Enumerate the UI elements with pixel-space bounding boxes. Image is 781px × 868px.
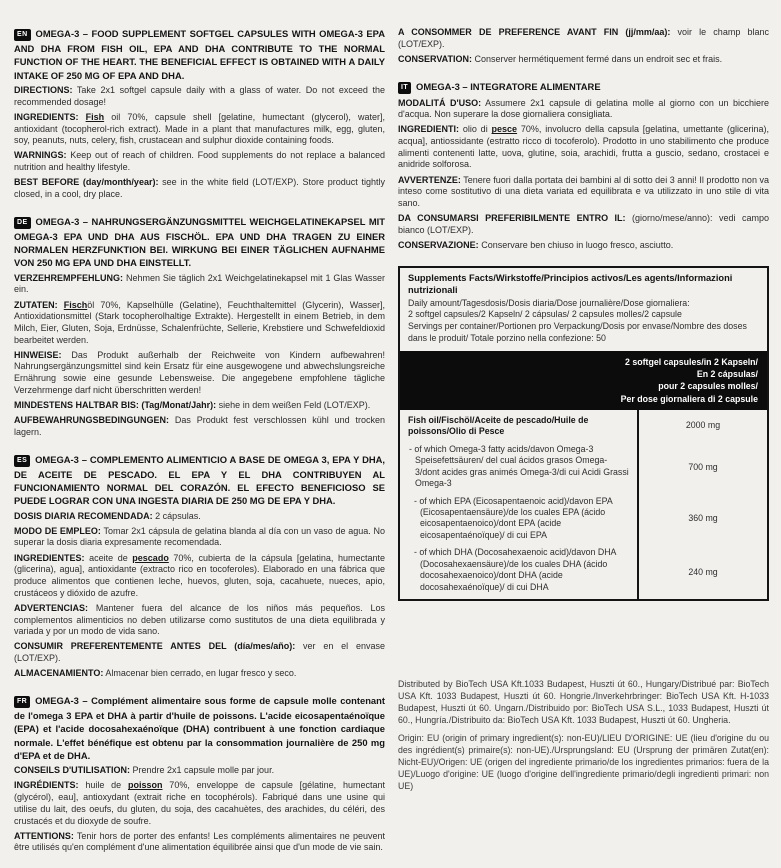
para-label: VERZEHREMPFEHLUNG: (14, 272, 124, 283)
table-row-dha (400, 544, 767, 599)
para-hinweise (14, 350, 385, 397)
para-label: CONSUMIR PREFERENTEMENTE ANTES DEL (día/mes/año): (14, 641, 296, 652)
section-fr-heading (14, 694, 385, 762)
heading-text: OMEGA-3 – FOOD SUPPLEMENT SOFTGEL CAPSULES WITH OMEGA-3 EPA AND DHA FROM FISH OIL, EPA AND DHA CONTRIBUTE TO THE NORMAL FUNCTION OF THE HEART. THE BENEFICIAL EFFECT IS OBTAINED WITH A DAILY INTAKE OF 250 MG OF EPA AND DHA. (14, 28, 385, 81)
row-amount: 2000 mg (637, 410, 767, 441)
origin-info: Origin: EU (origin of primary ingredient(s): non-EU)/LIEU D'ORIGINE: UE (lieu d'origine du ou des ingrédient(s) primaire(s): non-UE)./Ursprungsland: EU (Ursprung der primären Zutat(en): Nicht-EU)/Origen: UE (origen del ingrediente primario/de los ingredientes primarios: fuera de la UE)/Luogo d'origine: UE (luogo d'origine dell'ingrediente primario/degli ingredienti primari: non UE) (398, 733, 769, 791)
facts-rows (400, 410, 767, 599)
left-column (14, 27, 385, 868)
band-line: pour 2 capsules molles/ (658, 381, 758, 392)
heading-text: OMEGA-3 – Complément alimentaire sous forme de capsule molle contenant de l'omega 3 EPA et DHA à partir d'huile de poissons. L'acide eicosapentaénoïque (EPA) et l'acide docosahexaénoïque (DHA) contribuent à une fonction cardiaque normale. L'effet bénéfique est obtenu par la consommation journalière de 250 mg d'EPA et de DHA. (14, 694, 385, 761)
para-label: DIRECTIONS: (14, 84, 73, 95)
emphasized-word: pescado (132, 552, 169, 563)
para-avvertenze (398, 175, 769, 210)
para-ingredientes (14, 553, 385, 600)
para-label: CONSEILS D'UTILISATION: (14, 765, 130, 776)
emphasized-word: poisson (127, 780, 163, 791)
distributor-info: Distributed by BioTech USA Kft.1033 Budapest, Huszti út 60., Hungary/Distribué par: BioTech USA Kft. 1033 Budapest, Huszti út 60. Hongrie./Inverkehrbringer: BioTech USA Kft. H-1033 Budapest, Huszti út 60. Ungarn./Distribuido por: BioTech USA S.L., 1033 Budapest, Huszti út 60., Hungría./Distribuito da: BioTech USA Kft. 1033 Budapest, Huszti út 60. Ungheria. (398, 678, 769, 725)
supplement-facts-table (398, 266, 769, 601)
para-verzehrempfehlung (14, 273, 385, 296)
para-warnings (14, 150, 385, 173)
para-label: CONSERVAZIONE: (398, 240, 479, 251)
para-label: BEST BEFORE (day/month/year): (14, 177, 159, 188)
para-text: 2 cápsulas. (152, 510, 201, 521)
para-text (79, 112, 86, 122)
para-label: MODO DE EMPLEO: (14, 525, 101, 536)
para-label: ALMACENAMIENTO: (14, 668, 104, 679)
para-text: Conserver hermétiquement fermé dans un endroit sec et frais. (472, 53, 723, 64)
table-row-fish-oil (400, 410, 767, 441)
para-text: öl 70%, Kapselhülle (Gelatine), Feuchthaltemittel (Glycerin), Wasser], Antioxidationsmittel (Stark tocopherolhaltige Extrakte). Hergestellt in einem Betrieb, in dem Milch, Eier, Gluten, Soja, Erdnüsse, Schalenfrüchte, Sellerie, Krebstiere und Schwefeldioxid bearbeitet werden. (14, 299, 385, 345)
section-fr-continued (398, 27, 769, 66)
row-name: - of which Omega-3 fatty acids/davon Omega-3 Speisefettsäuren/ del cual ácidos grasos Omega-3/dont acides gras animés Omega-3/di cui Acidi Grassi Omega-3 (409, 443, 629, 489)
lang-badge-fr: FR (14, 696, 30, 708)
para-text: Almacenar bien cerrado, en lugar fresco y seco. (103, 668, 297, 679)
para-text: (giorno/mese/anno): vedi campo bianco (LOT/EXP). (398, 213, 769, 235)
band-line: 2 softgel capsules/in 2 Kapseln/ (625, 356, 758, 367)
para-text: Tomar 2x1 cápsula de gelatina blanda al día con un vaso de agua. No superar la dosis diaria expresamente recomendada. (14, 525, 385, 548)
para-label: ZUTATEN: (14, 299, 58, 310)
para-text: 70%, cubierta de la cápsula [gelatina, humectante (glicerina), agua], antioxidante (extracto rico en tocoferoles). Elaborado en una fábrica que produce alimentos que contienen leche, huevos, gluten, soja, cacahuete, nueces, apio, crustáceos y dióxido de azufre. (14, 552, 386, 598)
para-ingredients-fr (14, 780, 385, 827)
para-text: Das Produkt außerhalb der Reichweite von Kindern aufbewahren! Nahrungsergänzungsmittel sind kein Ersatz für eine ausgewogene und abwechslungsreiche Ernährung sowie eine gesunde Lebensweise. Die angegebene empfohlene tägliche Verzehrmenge darf nicht überschritten werden! (14, 349, 385, 395)
para-dosis-diaria (14, 511, 385, 523)
section-es (14, 453, 385, 680)
para-label: INGRÉDIENTS: (14, 780, 79, 791)
para-a-consommer (398, 27, 769, 50)
para-conservazione (398, 240, 769, 252)
lang-badge-it: IT (398, 82, 411, 94)
para-label: MODALITÁ D'USO: (398, 97, 482, 108)
para-label: INGREDIENTS: (14, 111, 79, 122)
band-line: En 2 cápsulas/ (696, 369, 758, 380)
lang-badge-es: ES (14, 455, 30, 467)
para-text: Assumere 2x1 capsule di gelatina molle al giorno con un bicchiere d'acqua. Non superare la dose giornaliera consigliata. (398, 97, 769, 120)
footer (398, 679, 769, 793)
lang-badge-de: DE (14, 217, 31, 229)
para-label: ATTENTIONS: (14, 830, 74, 841)
section-de (14, 215, 385, 439)
para-zutaten (14, 300, 385, 347)
table-row-epa (400, 493, 767, 545)
facts-daily-label: Daily amount/Tagesdosis/Dosis diaria/Dose journalière/Dose giornaliera: (408, 297, 690, 308)
para-label: DOSIS DIARIA RECOMENDADA: (14, 510, 153, 521)
para-label: HINWEISE: (14, 349, 62, 360)
para-text: Prendre 2x1 capsule molle par jour. (129, 765, 275, 776)
para-text: siehe in dem weißen Feld (LOT/EXP). (216, 400, 371, 410)
row-amount: 700 mg (637, 441, 767, 493)
para-label: INGREDIENTES: (14, 552, 85, 563)
para-text: see in the white field (LOT/EXP). Store product tightly closed, in a cool, dry place. (14, 177, 385, 199)
para-ingredients (14, 112, 385, 147)
para-label: AUFBEWAHRUNGSBEDINGUNGEN: (14, 415, 169, 426)
para-text: Tenere fuori dalla portata dei bambini al di sotto dei 3 anni! Il prodotto non va inteso come sostitutivo di una dieta variata ed equilibrata e va utilizzato in uno stile di vita sano. (398, 174, 769, 208)
para-almacenamiento (14, 668, 385, 680)
para-text: Take 2x1 softgel capsule daily with a glass of water. Do not exceed the recommended dosage! (14, 84, 385, 107)
para-label: DA CONSUMARSI PREFERIBILMENTE ENTRO IL: (398, 213, 626, 224)
section-it (398, 80, 769, 252)
para-text: Tenir hors de porter des enfants! Les compléments alimentaires ne peuvent être utilisés qu'en complément d'une alimentation équilibrée ainsi que d'un mode de vie sain. (14, 830, 385, 853)
heading-text: OMEGA-3 – COMPLEMENTO ALIMENTICIO A BASE DE OMEGA 3, EPA Y DHA, DE ACEITE DE PESCADO. EL EPA Y EL DHA CONTRIBUYEN AL FUNCIONAMIENTO NORMAL DEL CORAZÓN. EL EFECTO BENEFICIOSO SE PUEDE LOGRAR CON UNA INGESTA DIARIA DE 250 MG DE EPA Y DHA. (14, 453, 385, 507)
para-best-before (14, 177, 385, 200)
section-fr (14, 694, 385, 854)
section-en (14, 27, 385, 201)
para-conseils (14, 765, 385, 777)
para-label: ADVERTENCIAS: (14, 602, 89, 613)
para-aufbewahrung (14, 415, 385, 438)
table-row-omega3 (400, 441, 767, 493)
para-text: oil 70%, capsule shell [gelatine, humectant (glycerol), water], antioxidant (tocopherol-rich extract). Made in a plant that manufactures milk, egg, gluten, soy, peanuts, nuts, celery, fish, crustacean and sulphur dioxide containing foods. (14, 111, 385, 146)
para-mindestens-haltbar (14, 400, 385, 412)
para-label: AVVERTENZE: (398, 174, 461, 185)
para-advertencias (14, 603, 385, 638)
section-de-heading (14, 215, 385, 270)
heading-text: OMEGA-3 – INTEGRATORE ALIMENTARE (416, 80, 601, 92)
para-label: A CONSOMMER DE PREFERENCE AVANT FIN (jj/mm/aa): (398, 27, 671, 37)
row-name: - of which EPA (Eicosapentaenoic acid)/davon EPA (Eicosapentaensäure)/de los cuales EPA (ácido eicosapentaenoico)/dont EPA (acide eicosapentaénoïque)/ di cui EPA (414, 495, 613, 540)
para-text: Conservare ben chiuso in luogo fresco, asciutto. (478, 240, 674, 251)
facts-daily-value: 2 softgel capsules/2 Kapseln/ 2 cápsulas/ 2 capsules molles/2 capsule (408, 309, 682, 320)
para-text: 70%, involucro della capsula [gelatina, umettante (glicerina), acqua], antiossidante (estratto ricco di tocoferolo). Prodotto in uno stabilimento che produce alimenti contenenti latte, uova, glutine, soia, arachidi, frutta a guscio, sedano, crostacei e anidride solforosa. (398, 124, 769, 170)
heading-text: OMEGA-3 – NAHRUNGSERGÄNZUNGSMITTEL WEICHGELATINEKAPSEL MIT OMEGA-3 EPA UND DHA AUS FISCHÖL. EPA UND DHA TRAGEN ZU EINER NORMALEN HERZFUNKTION BEI. WIRKUNG BEI EINER TÄGLICHEN AUFNAHME VON 250 MG EPA UND DHA EINSTELLT. (14, 215, 385, 269)
para-ingredienti (398, 124, 769, 171)
facts-header (400, 268, 767, 351)
band-line: Per dose giornaliera di 2 capsule (620, 393, 758, 404)
para-modo-de-empleo (14, 526, 385, 549)
para-text: Das Produkt fest verschlossen kühl und trocken lagern. (14, 415, 385, 437)
para-consumir-antes (14, 641, 385, 664)
para-attentions (14, 831, 385, 854)
facts-title: Supplements Facts/Wirkstoffe/Principios activos/Les agents/Informazioni nutrizionali (408, 272, 733, 296)
para-text: voir le champ blanc (LOT/EXP). (398, 27, 769, 49)
para-directions (14, 85, 385, 108)
row-name: - of which DHA (Docosahexaenoic acid)/davon DHA (Docosahexaensäure)/de los cuales DHA (ácido docosahexaenoico)/dont DHA (acide docosahexaénoïque)/ di cui DHA (414, 547, 616, 592)
para-text: 70%, enveloppe de capsule [gélatine, humectant (glycérol), eau], antioxydant (extrait riche en tocophérols). Fabriqué dans une usine qui utilise du lait, des oeufs, du gluten, du soja, des cacahuètes, des arachides, du céléri, des crustacés et du dioxyde de soufre. (14, 780, 386, 826)
lang-badge-en: EN (14, 29, 31, 41)
para-label: MINDESTENS HALTBAR BIS: (Tag/Monat/Jahr): (14, 400, 217, 410)
para-conservation (398, 54, 769, 66)
section-es-heading (14, 453, 385, 508)
row-name: Fish oil/Fischöl/Aceite de pescado/Huile de poissons/Olio di Pesce (408, 415, 589, 437)
para-label: WARNINGS: (14, 150, 67, 161)
per-serving-column-header (400, 351, 767, 410)
para-modalita-duso (398, 98, 769, 121)
para-text: ver en el envase (LOT/EXP). (14, 641, 386, 664)
para-text: Keep out of reach of children. Food supplements do not replace a balanced nutrition and healthy lifestyle. (14, 150, 385, 173)
section-en-heading (14, 27, 385, 82)
para-text: Mantener fuera del alcance de los niños más pequeños. Los complementos alimenticios no deben utilizarse como sustitutos de una dieta equilibrada y variada y por un modo de vida sano. (14, 602, 385, 637)
emphasized-word: Fish (85, 111, 105, 122)
para-text: aceite de (84, 552, 133, 563)
emphasized-word: pesce (491, 124, 518, 135)
section-it-heading (398, 80, 769, 95)
para-text: olio di (459, 124, 492, 135)
facts-servings: Servings per container/Portionen pro Verpackung/Dosis por envase/Nombre des doses dans le produit/ Totale porzino nella confezione: 50 (408, 321, 747, 343)
right-column (398, 27, 769, 868)
para-text: Nehmen Sie täglich 2x1 Weichgelatinekapsel mit 1 Glas Wasser ein. (14, 272, 385, 295)
row-amount: 360 mg (637, 493, 767, 545)
para-label: CONSERVATION: (398, 53, 473, 64)
emphasized-word: Fisch (63, 299, 88, 310)
row-amount: 240 mg (637, 544, 767, 599)
para-text: huile de (78, 780, 128, 791)
para-label: INGREDIENTI: (398, 124, 460, 135)
para-da-consumarsi (398, 213, 769, 236)
